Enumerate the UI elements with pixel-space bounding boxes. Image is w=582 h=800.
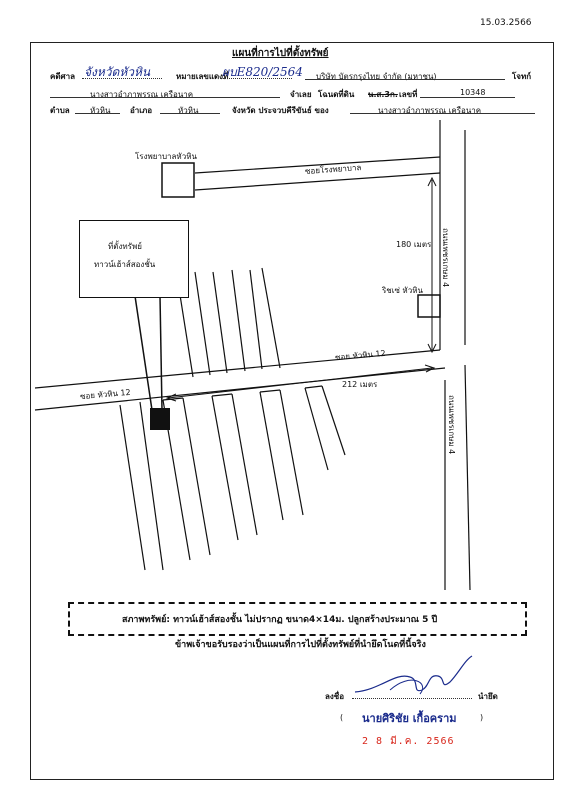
deed-label: โฉนดที่ดิน <box>318 90 355 99</box>
property-callout-line1: ที่ตั้งทรัพย์ <box>108 242 142 251</box>
deed-number: 10348 <box>460 88 486 97</box>
hospital-building <box>162 163 194 197</box>
hospital-soi-label: ซอยโรงพยาบาล <box>304 163 362 176</box>
document-title: แผนที่การไปที่ตั้งทรัพย์ <box>232 48 329 59</box>
property-callout-line2: ทาวน์เฮ้าส์สองชั้น <box>94 260 156 269</box>
owner-name: นางสาวอำภาพรรณ เครือนาค <box>378 106 482 115</box>
case-label: หมายเลขแดงที่ <box>176 72 229 81</box>
deed-label-struck: น.ส.3ก. <box>368 90 398 99</box>
defendant-role: จำเลย <box>290 90 312 99</box>
document-date: 15.03.2566 <box>480 18 532 28</box>
signer-name: นายศิริชัย เกื้อคราม <box>362 712 457 725</box>
name-open-paren: ( <box>340 713 344 722</box>
sign-label: ลงชื่อ <box>325 692 345 701</box>
plaintiff-name: บริษัท บัตรกรุงไทย จำกัด (มหาชน) <box>316 72 437 81</box>
deed-number-label: เลขที่ <box>399 90 418 99</box>
court-value: จังหวัดหัวหิน <box>84 65 151 79</box>
highway-right-edge-bottom <box>465 365 470 590</box>
case-value: ผบE820/2564 <box>222 65 303 79</box>
property-marker <box>150 408 170 430</box>
distance-180-label: 180 เมตร <box>396 240 432 249</box>
property-condition: สภาพทรัพย์: ทาวน์เฮ้าส์สองชั้น ไม่ปรากฏ ขนาด4×14ม. ปลูกสร้างประมาณ 5 ปี <box>122 615 438 625</box>
signer-role: นำยึด <box>478 692 498 701</box>
highway-label-top: ถนนเพชรเกษม 4 <box>441 228 450 288</box>
landmark-box <box>418 295 440 317</box>
court-label: คดีศาล <box>50 72 76 81</box>
district-value: หัวหิน <box>178 106 199 115</box>
soi-12-label-right: ซอย หัวหิน 12 <box>334 348 386 363</box>
plaintiff-role: โจทก์ <box>512 72 532 81</box>
signature-line <box>352 698 472 699</box>
subdistrict-label: ตำบล <box>50 106 70 115</box>
hospital-label: โรงพยาบาลหัวหิน <box>135 152 197 161</box>
defendant-name: นางสาวอำภาพรรณ เครือนาค <box>90 90 194 99</box>
name-close-paren: ) <box>480 713 484 722</box>
distance-212-label: 212 เมตร <box>342 380 378 389</box>
district-label: อำเภอ <box>130 106 153 115</box>
landmark-label: ริชเซ่ หัวหิน <box>382 286 423 295</box>
province-label: จังหวัด ประจวบคีรีขันธ์ ของ <box>232 106 329 115</box>
signature-scribble <box>350 652 480 700</box>
date-stamp: 2 8 มี.ค. 2566 <box>362 736 455 747</box>
distance-212-arrow <box>168 368 432 398</box>
certification-text: ข้าพเจ้าขอรับรองว่าเป็นแผนที่การไปที่ตั้งทรัพย์ที่นำยึดโนดที่นี้จริง <box>175 640 426 650</box>
soi-12-label-left: ซอย หัวหิน 12 <box>79 387 131 402</box>
subdistrict-value: หัวหิน <box>90 106 111 115</box>
highway-label-bottom: ถนนเพชรเกษม 4 <box>447 395 456 455</box>
